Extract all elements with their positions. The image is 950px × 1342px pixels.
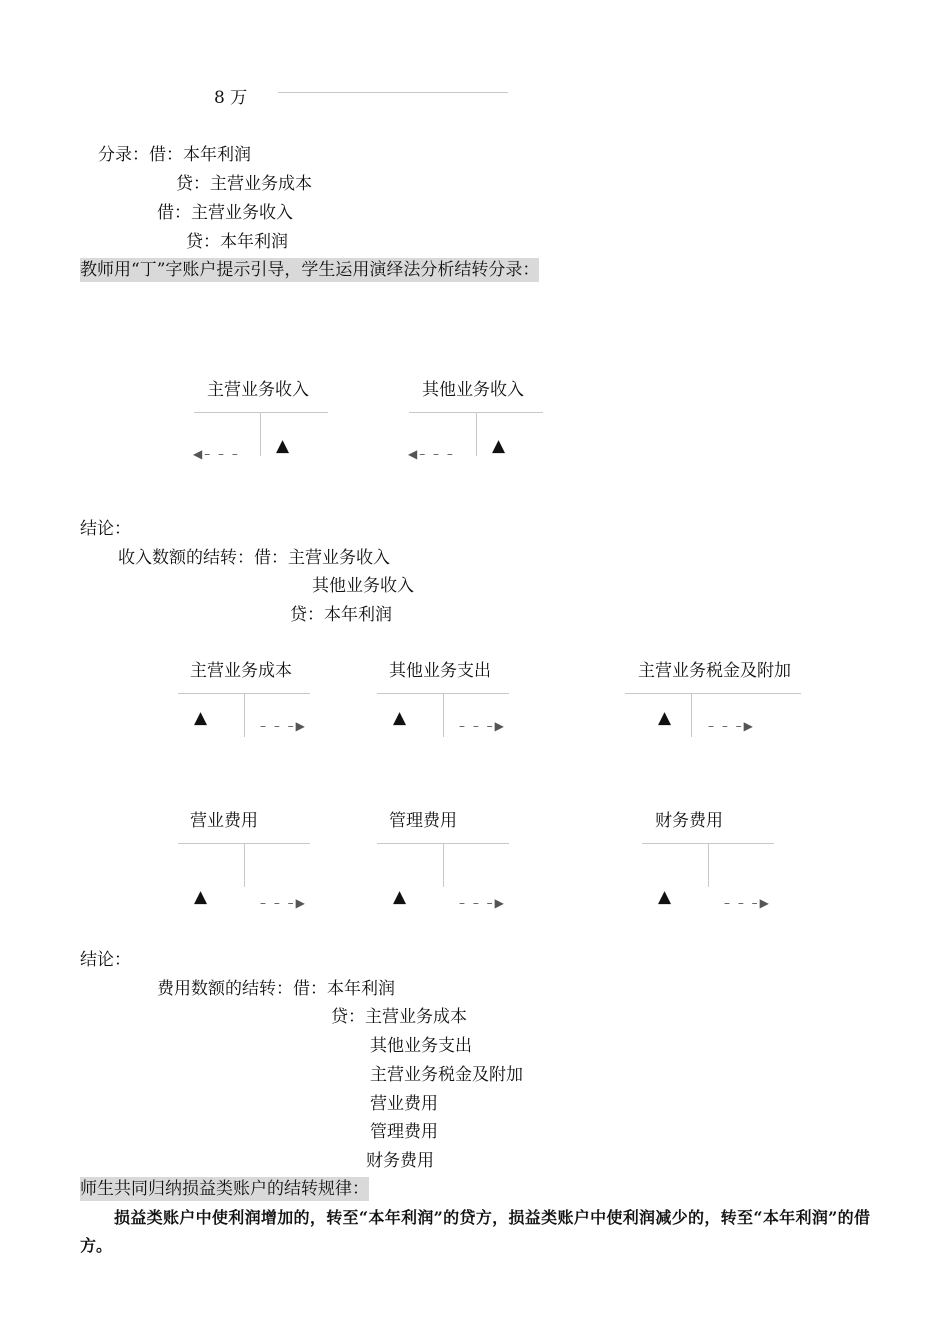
entry-line: 分录：借：本年利润 bbox=[98, 145, 251, 165]
right-arrow-icon: – – –▶ bbox=[459, 719, 506, 733]
underline bbox=[278, 92, 508, 93]
conclusion-line: 主营业务税金及附加 bbox=[370, 1065, 523, 1085]
right-arrow-icon: – – –▶ bbox=[260, 719, 307, 733]
conclusion-line: 其他业务支出 bbox=[370, 1036, 472, 1056]
entry-line: 贷：本年利润 bbox=[186, 232, 288, 252]
entry-line: 借：主营业务收入 bbox=[157, 203, 293, 223]
triangle-icon: ▲ bbox=[393, 708, 407, 728]
t-account-divider bbox=[244, 693, 245, 737]
conclusion-label: 结论： bbox=[80, 950, 131, 970]
conclusion-line: 财务费用 bbox=[366, 1151, 434, 1171]
amount-text: 8 万 bbox=[214, 88, 248, 108]
account-title: 其他业务支出 bbox=[389, 661, 491, 681]
t-account-divider bbox=[708, 843, 709, 887]
triangle-icon: ▲ bbox=[393, 887, 407, 907]
account-title: 管理费用 bbox=[389, 811, 457, 831]
account-title: 财务费用 bbox=[655, 811, 723, 831]
account-title: 主营业务税金及附加 bbox=[638, 661, 791, 681]
entry-line: 贷：主营业务成本 bbox=[176, 174, 312, 194]
conclusion-line: 费用数额的结转：借：本年利润 bbox=[157, 979, 395, 999]
summary-heading: 师生共同归纳损益类账户的结转规律： bbox=[80, 1179, 369, 1199]
conclusion-line: 贷：主营业务成本 bbox=[331, 1007, 467, 1027]
triangle-icon: ▲ bbox=[658, 708, 672, 728]
t-account-divider bbox=[443, 693, 444, 737]
triangle-icon: ▲ bbox=[276, 436, 290, 456]
account-title: 营业费用 bbox=[190, 811, 258, 831]
t-account-divider bbox=[443, 843, 444, 887]
triangle-icon: ▲ bbox=[658, 887, 672, 907]
triangle-icon: ▲ bbox=[194, 708, 208, 728]
triangle-icon: ▲ bbox=[492, 436, 506, 456]
t-account-top-line bbox=[625, 693, 801, 694]
t-account-top-line bbox=[194, 412, 328, 413]
conclusion-line: 管理费用 bbox=[370, 1122, 438, 1142]
instruction-text: 教师用“丁”字账户提示引导，学生运用演绎法分析结转分录： bbox=[80, 260, 540, 280]
right-arrow-icon: – – –▶ bbox=[459, 896, 506, 910]
conclusion-line: 其他业务收入 bbox=[312, 576, 414, 596]
account-title: 其他业务收入 bbox=[422, 380, 524, 400]
right-arrow-icon: – – –▶ bbox=[260, 896, 307, 910]
left-arrow-icon: ◀– – – bbox=[193, 447, 240, 461]
account-title: 主营业务收入 bbox=[207, 380, 309, 400]
right-arrow-icon: – – –▶ bbox=[708, 719, 755, 733]
t-account-divider bbox=[260, 412, 261, 456]
t-account-divider bbox=[691, 693, 692, 737]
conclusion-line: 收入数额的结转：借：主营业务收入 bbox=[118, 548, 390, 568]
left-arrow-icon: ◀– – – bbox=[408, 447, 455, 461]
t-account-divider bbox=[244, 843, 245, 887]
conclusion-line: 营业费用 bbox=[370, 1094, 438, 1114]
conclusion-label: 结论： bbox=[80, 519, 131, 539]
t-account-divider bbox=[476, 412, 477, 456]
account-title: 主营业务成本 bbox=[190, 661, 292, 681]
summary-paragraph: 损益类账户中使利润增加的，转至“本年利润”的贷方，损益类账户中使利润减少的，转至“本年利润”的借方。 bbox=[80, 1208, 870, 1255]
triangle-icon: ▲ bbox=[194, 887, 208, 907]
conclusion-line: 贷：本年利润 bbox=[290, 605, 392, 625]
right-arrow-icon: – – –▶ bbox=[724, 896, 771, 910]
